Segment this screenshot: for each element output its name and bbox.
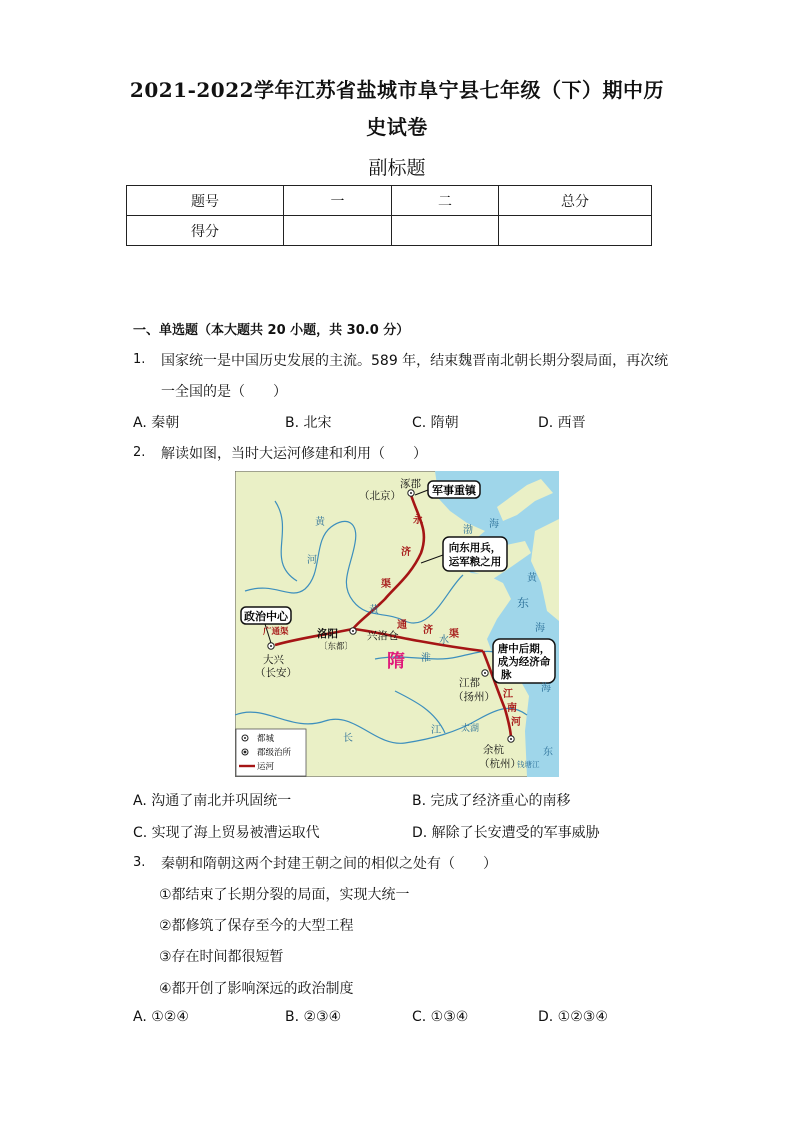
label-canal-tong-qu: 渠 xyxy=(449,629,459,640)
label-canal-tong: 通 xyxy=(397,620,407,631)
cell-section-1: 一 xyxy=(284,186,392,216)
label-canal-tong-ji: 济 xyxy=(423,625,433,636)
label-river-jiang: 江 xyxy=(431,725,441,736)
label-canal-jiang: 江 xyxy=(503,689,513,700)
grand-canal-map xyxy=(235,471,559,777)
label-tang-line1: 唐中后期， xyxy=(497,643,551,655)
map-legend xyxy=(236,729,306,776)
q2-stem: 解读如图，当时大运河修建和利用（ ） xyxy=(161,446,427,462)
annotation-military xyxy=(428,481,480,498)
cell-section-2: 二 xyxy=(392,186,499,216)
q2-option-a[interactable]: A. 沟通了南北并巩固统一 xyxy=(133,793,292,809)
label-east-line2: 运军粮之用 xyxy=(448,556,502,568)
legend-prefecture: 郡级治所 xyxy=(257,748,292,758)
annotation-east xyxy=(443,537,507,571)
label-sea-bo: 渤 xyxy=(463,525,473,536)
score-table xyxy=(126,185,652,246)
cell-label-score: 得分 xyxy=(127,216,284,246)
cell-total: 总分 xyxy=(499,186,652,216)
q1-stem-line2: 一全国的是（ ） xyxy=(161,384,287,400)
label-changan: （长安） xyxy=(255,667,297,679)
q3-stem: 秦朝和隋朝这两个封建王朝之间的相似之处有（ ） xyxy=(161,856,497,872)
section-heading: 一、单选题（本大题共 20 小题，共 30.0 分） xyxy=(133,323,410,338)
cell-label-question: 题号 xyxy=(127,186,284,216)
q3-option-b[interactable]: B. ②③④ xyxy=(285,1009,342,1025)
q3-statement-4: ④都开创了影响深远的政治制度 xyxy=(159,981,354,997)
legend-canal: 运河 xyxy=(257,762,275,772)
label-military-town: 军事重镇 xyxy=(432,484,476,497)
label-canal-nan: 南 xyxy=(507,703,517,714)
label-daxing: 大兴 xyxy=(263,654,284,666)
label-qiantang: 钱塘江 xyxy=(517,760,540,769)
label-river-shui: 水 xyxy=(439,635,449,646)
label-xingluocang: 兴洛仓 xyxy=(367,630,399,642)
label-sea-dong: 东 xyxy=(517,596,530,610)
legend-capital: 都城 xyxy=(257,734,275,744)
label-taihu: 太湖 xyxy=(461,724,480,734)
label-sea-hai: 海 xyxy=(489,519,499,530)
score-table-score-row xyxy=(127,216,652,246)
q2-option-d[interactable]: D. 解除了长安遭受的军事威胁 xyxy=(412,825,600,841)
q2-option-b[interactable]: B. 完成了经济重心的南移 xyxy=(412,793,571,809)
q3-statement-3: ③存在时间都很短暂 xyxy=(159,949,284,965)
q3-option-a[interactable]: A. ①②④ xyxy=(133,1009,189,1025)
exam-title-line1: 2021-2022学年江苏省盐城市阜宁县七年级（下）期中历 xyxy=(129,78,665,102)
label-zhuojun: 涿郡 xyxy=(400,478,421,490)
label-sui-dynasty: 隋 xyxy=(387,651,405,672)
annotation-tang xyxy=(493,639,555,683)
label-sea-huang: 黄 xyxy=(527,573,537,584)
q1-stem-line1: 国家统一是中国历史发展的主流。589 年，结束魏晋南北朝长期分裂局面，再次统 xyxy=(161,353,669,369)
q3-statement-2: ②都修筑了保存至今的大型工程 xyxy=(159,918,354,934)
q2-option-c[interactable]: C. 实现了海上贸易被漕运取代 xyxy=(133,825,320,841)
label-canal-yong: 永 xyxy=(413,515,423,526)
q1-option-c[interactable]: C. 隋朝 xyxy=(412,415,459,431)
label-dongdu: 〔东都〕 xyxy=(319,642,354,652)
label-river-huai: 淮 xyxy=(421,653,431,664)
label-river-he: 河 xyxy=(307,555,317,566)
cell-score-total[interactable] xyxy=(499,216,652,246)
score-table-header-row xyxy=(127,186,652,216)
label-river-huang2: 黄 xyxy=(369,605,379,616)
label-jiangdu: 江都 xyxy=(459,677,480,689)
label-tang-line3: 脉 xyxy=(501,669,512,681)
cell-score-1[interactable] xyxy=(284,216,392,246)
q3-statement-1: ①都结束了长期分裂的局面，实现大统一 xyxy=(159,887,410,903)
label-sea-dong2: 东 xyxy=(543,747,553,758)
q3-number: 3. xyxy=(133,855,146,870)
label-canal-qu: 渠 xyxy=(381,579,391,590)
q1-number: 1. xyxy=(133,352,146,367)
label-beijing: （北京） xyxy=(359,490,401,502)
q2-number: 2. xyxy=(133,445,146,460)
label-hangzhou: （杭州） xyxy=(479,758,521,770)
label-canal-he: 河 xyxy=(511,717,521,728)
label-yuhang: 余杭 xyxy=(483,744,504,756)
q1-option-a[interactable]: A. 秦朝 xyxy=(133,415,180,431)
exam-title-line2: 史试卷 xyxy=(366,115,428,139)
label-river-huang: 黄 xyxy=(315,517,325,528)
label-canal-guangtong: 广通渠 xyxy=(263,627,289,637)
label-tang-line2: 成为经济命 xyxy=(497,656,551,668)
q3-option-d[interactable]: D. ①②③④ xyxy=(538,1009,608,1025)
q3-option-c[interactable]: C. ①③④ xyxy=(412,1009,469,1025)
label-luoyang: 洛阳 xyxy=(317,628,338,640)
exam-subtitle: 副标题 xyxy=(368,157,426,179)
label-east-line1: 向东用兵， xyxy=(448,542,502,554)
q1-option-b[interactable]: B. 北宋 xyxy=(285,415,332,431)
label-sea-dong-hai: 海 xyxy=(541,683,551,694)
label-sea-huang-hai: 海 xyxy=(535,623,545,634)
label-political-center: 政治中心 xyxy=(244,610,288,623)
q1-option-d[interactable]: D. 西晋 xyxy=(538,415,586,431)
cell-score-2[interactable] xyxy=(392,216,499,246)
label-yangzhou: （扬州） xyxy=(453,691,495,703)
label-river-chang: 长 xyxy=(343,733,353,744)
annotation-politics xyxy=(241,607,291,624)
label-canal-ji: 济 xyxy=(401,547,411,558)
